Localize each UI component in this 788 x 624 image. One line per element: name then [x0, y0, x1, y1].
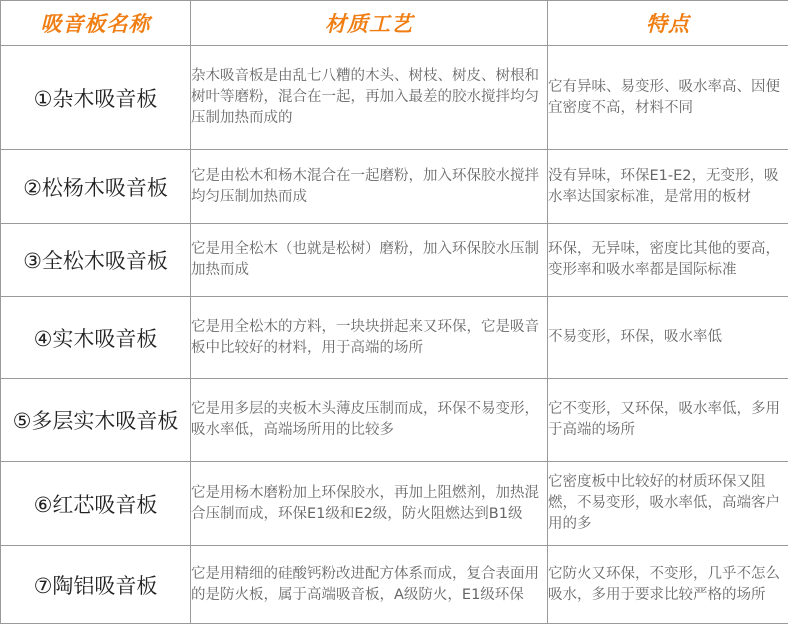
table-row — [1, 46, 788, 150]
panel-process: 它是用多层的夹板木头薄皮压制而成，环保不易变形，吸水率低，高端场所用的比较多 — [191, 379, 548, 462]
panel-name: ④实木吸音板 — [1, 297, 191, 379]
panel-features: 它防火又环保，不变形，几乎不怎么吸水，多用于要求比较严格的场所 — [548, 546, 788, 624]
table-row — [1, 297, 788, 379]
panel-features: 它密度板中比较好的材质环保又阻燃，不易变形，吸水率低，高端客户用的多 — [548, 462, 788, 546]
panel-features: 它不变形，又环保，吸水率低，多用于高端的场所 — [548, 379, 788, 462]
panel-features: 不易变形，环保，吸水率低 — [548, 297, 788, 379]
panel-name: ②松杨木吸音板 — [1, 150, 191, 224]
table-row — [1, 224, 788, 297]
panel-features: 环保，无异味，密度比其他的要高，变形率和吸水率都是国际标准 — [548, 224, 788, 297]
table-row — [1, 379, 788, 462]
table-row — [1, 150, 788, 224]
header-name: 吸音板名称 — [1, 1, 191, 46]
panel-name: ⑥红芯吸音板 — [1, 462, 191, 546]
panel-process: 它是用全松木（也就是松树）磨粉，加入环保胶水压制加热而成 — [191, 224, 548, 297]
panel-features: 它有异味、易变形、吸水率高、因便宜密度不高，材料不同 — [548, 46, 788, 150]
panel-features: 没有异味，环保E1-E2，无变形，吸水率达国家标准，是常用的板材 — [548, 150, 788, 224]
panel-process: 它是由松木和杨木混合在一起磨粉，加入环保胶水搅拌均匀压制加热而成 — [191, 150, 548, 224]
table-row — [1, 462, 788, 546]
header-process: 材质工艺 — [191, 1, 548, 46]
panel-name: ③全松木吸音板 — [1, 224, 191, 297]
header-row — [1, 1, 788, 46]
panel-process: 它是用精细的硅酸钙粉改进配方体系而成，复合表面用的是防火板，属于高端吸音板，A级防火，E1级环保 — [191, 546, 548, 624]
panel-name: ⑤多层实木吸音板 — [1, 379, 191, 462]
panel-name: ①杂木吸音板 — [1, 46, 191, 150]
table-row — [1, 546, 788, 624]
panel-name: ⑦陶铝吸音板 — [1, 546, 191, 624]
panel-process: 杂木吸音板是由乱七八糟的木头、树枝、树皮、树根和树叶等磨粉，混合在一起，再加入最差的胶水搅拌均匀压制加热而成的 — [191, 46, 548, 150]
header-features: 特点 — [548, 1, 788, 46]
panel-process: 它是用杨木磨粉加上环保胶水，再加上阻燃剂，加热混合压制而成，环保E1级和E2级，防火阻燃达到B1级 — [191, 462, 548, 546]
panel-process: 它是用全松木的方料，一块块拼起来又环保，它是吸音板中比较好的材料，用于高端的场所 — [191, 297, 548, 379]
